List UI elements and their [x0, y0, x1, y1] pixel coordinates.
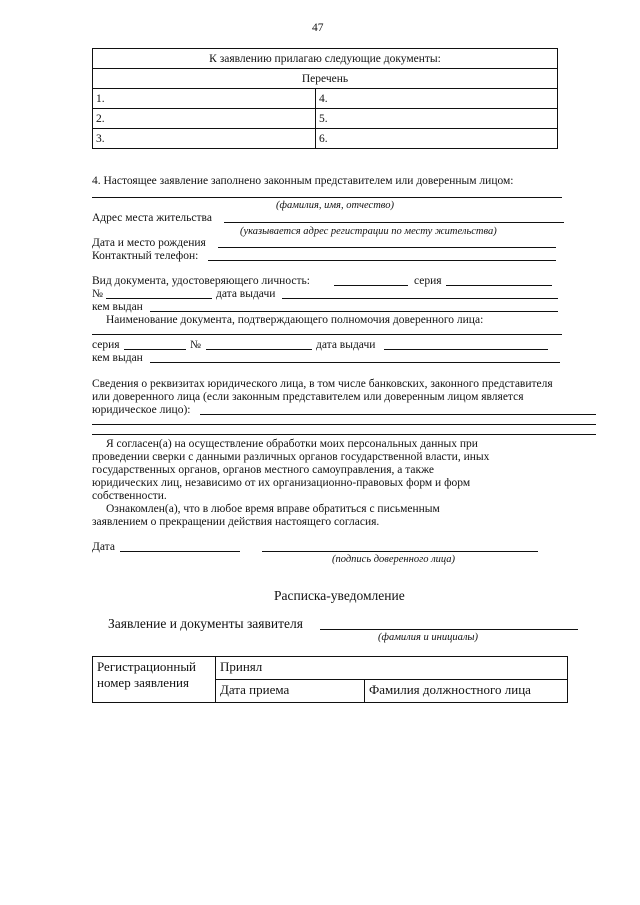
document-cell-3[interactable]: 3.	[93, 129, 316, 149]
fio-field-line[interactable]	[92, 197, 562, 198]
consent-line-4: юридических лиц, независимо от их организационно-правовых форм и форм	[92, 477, 471, 489]
acknowledgement-line-2: заявлением о прекращении действия настоящего согласия.	[92, 516, 380, 528]
officer-name-cell: Фамилия должностного лица	[365, 680, 568, 703]
issue-date-label-2: дата выдачи	[316, 339, 376, 351]
consent-line-2: проведении сверки с данными различных органов государственной власти, иных	[92, 451, 490, 463]
phone-label: Контактный телефон:	[92, 250, 199, 262]
consent-line-5: собственности.	[92, 490, 167, 502]
authority-doc-label: Наименование документа, подтверждающего полномочия доверенного лица:	[106, 314, 484, 326]
address-hint: (указывается адрес регистрации по месту жительства)	[240, 226, 497, 237]
date-field-line[interactable]	[120, 551, 240, 552]
number-field-line-2[interactable]	[206, 349, 312, 350]
acknowledgement-line-1: Ознакомлен(а), что в любое время вправе обратиться с письменным	[106, 503, 440, 515]
applicant-name-field-line[interactable]	[320, 629, 578, 630]
series-label-2: серия	[92, 339, 120, 351]
documents-table-header: К заявлению прилагаю следующие документы:	[93, 49, 558, 69]
document-cell-5[interactable]: 5.	[316, 109, 558, 129]
number-field-line[interactable]	[106, 298, 212, 299]
legal-entity-field-line-2[interactable]	[92, 424, 596, 425]
date-label: Дата	[92, 541, 115, 553]
receipt-docs-label: Заявление и документы заявителя	[108, 616, 303, 631]
fio-hint: (фамилия, имя, отчество)	[276, 200, 394, 211]
issued-by-field-line-2[interactable]	[150, 362, 560, 363]
consent-line-3: государственных органов, органов местного самоуправления, а также	[92, 464, 435, 476]
consent-line-1: Я согласен(а) на осуществление обработки моих персональных данных при	[106, 438, 478, 450]
legal-entity-line-3: юридическое лицо):	[92, 404, 191, 416]
document-cell-4[interactable]: 4.	[316, 89, 558, 109]
document-cell-6[interactable]: 6.	[316, 129, 558, 149]
series-field-line[interactable]	[446, 285, 552, 286]
issue-date-field-line-2[interactable]	[384, 349, 548, 350]
issue-date-field-line[interactable]	[282, 298, 558, 299]
legal-entity-field-line-3[interactable]	[92, 434, 596, 435]
address-label: Адрес места жительства	[92, 212, 212, 224]
issue-date-label: дата выдачи	[216, 288, 276, 300]
issued-by-label: кем выдан	[92, 301, 143, 313]
accepted-cell: Принял	[216, 657, 568, 680]
document-cell-2[interactable]: 2.	[93, 109, 316, 129]
registration-number-cell: Регистрационный номер заявления	[93, 657, 216, 703]
attached-documents-table	[92, 48, 558, 149]
id-doc-label: Вид документа, удостоверяющего личность:	[92, 275, 310, 287]
legal-entity-field-line-1[interactable]	[200, 414, 596, 415]
documents-table-subheader: Перечень	[93, 69, 558, 89]
legal-entity-line-1: Сведения о реквизитах юридического лица, в том числе банковских, законного представителя	[92, 378, 553, 390]
birth-label: Дата и место рождения	[92, 237, 206, 249]
date-received-cell: Дата приема	[216, 680, 365, 703]
signature-field-line[interactable]	[262, 551, 538, 552]
document-cell-1[interactable]: 1.	[93, 89, 316, 109]
registration-table	[92, 656, 568, 703]
id-doc-field-line[interactable]	[334, 285, 408, 286]
series-label: серия	[414, 275, 442, 287]
address-field-line[interactable]	[224, 222, 564, 223]
applicant-name-hint: (фамилия и инициалы)	[378, 632, 479, 643]
issued-by-field-line[interactable]	[150, 311, 558, 312]
birth-field-line[interactable]	[218, 247, 556, 248]
series-field-line-2[interactable]	[124, 349, 186, 350]
number-label: №	[92, 288, 103, 300]
authority-doc-field-line[interactable]	[92, 334, 562, 335]
receipt-title: Расписка-уведомление	[274, 588, 405, 603]
section4-intro: 4. Настоящее заявление заполнено законным представителем или доверенным лицом:	[92, 175, 514, 187]
issued-by-label-2: кем выдан	[92, 352, 143, 364]
legal-entity-line-2: или доверенного лица (если законным представителем или доверенным лицом является	[92, 391, 524, 403]
page-number: 47	[312, 22, 324, 34]
phone-field-line[interactable]	[208, 260, 556, 261]
signature-hint: (подпись доверенного лица)	[332, 554, 456, 565]
number-label-2: №	[190, 339, 201, 351]
